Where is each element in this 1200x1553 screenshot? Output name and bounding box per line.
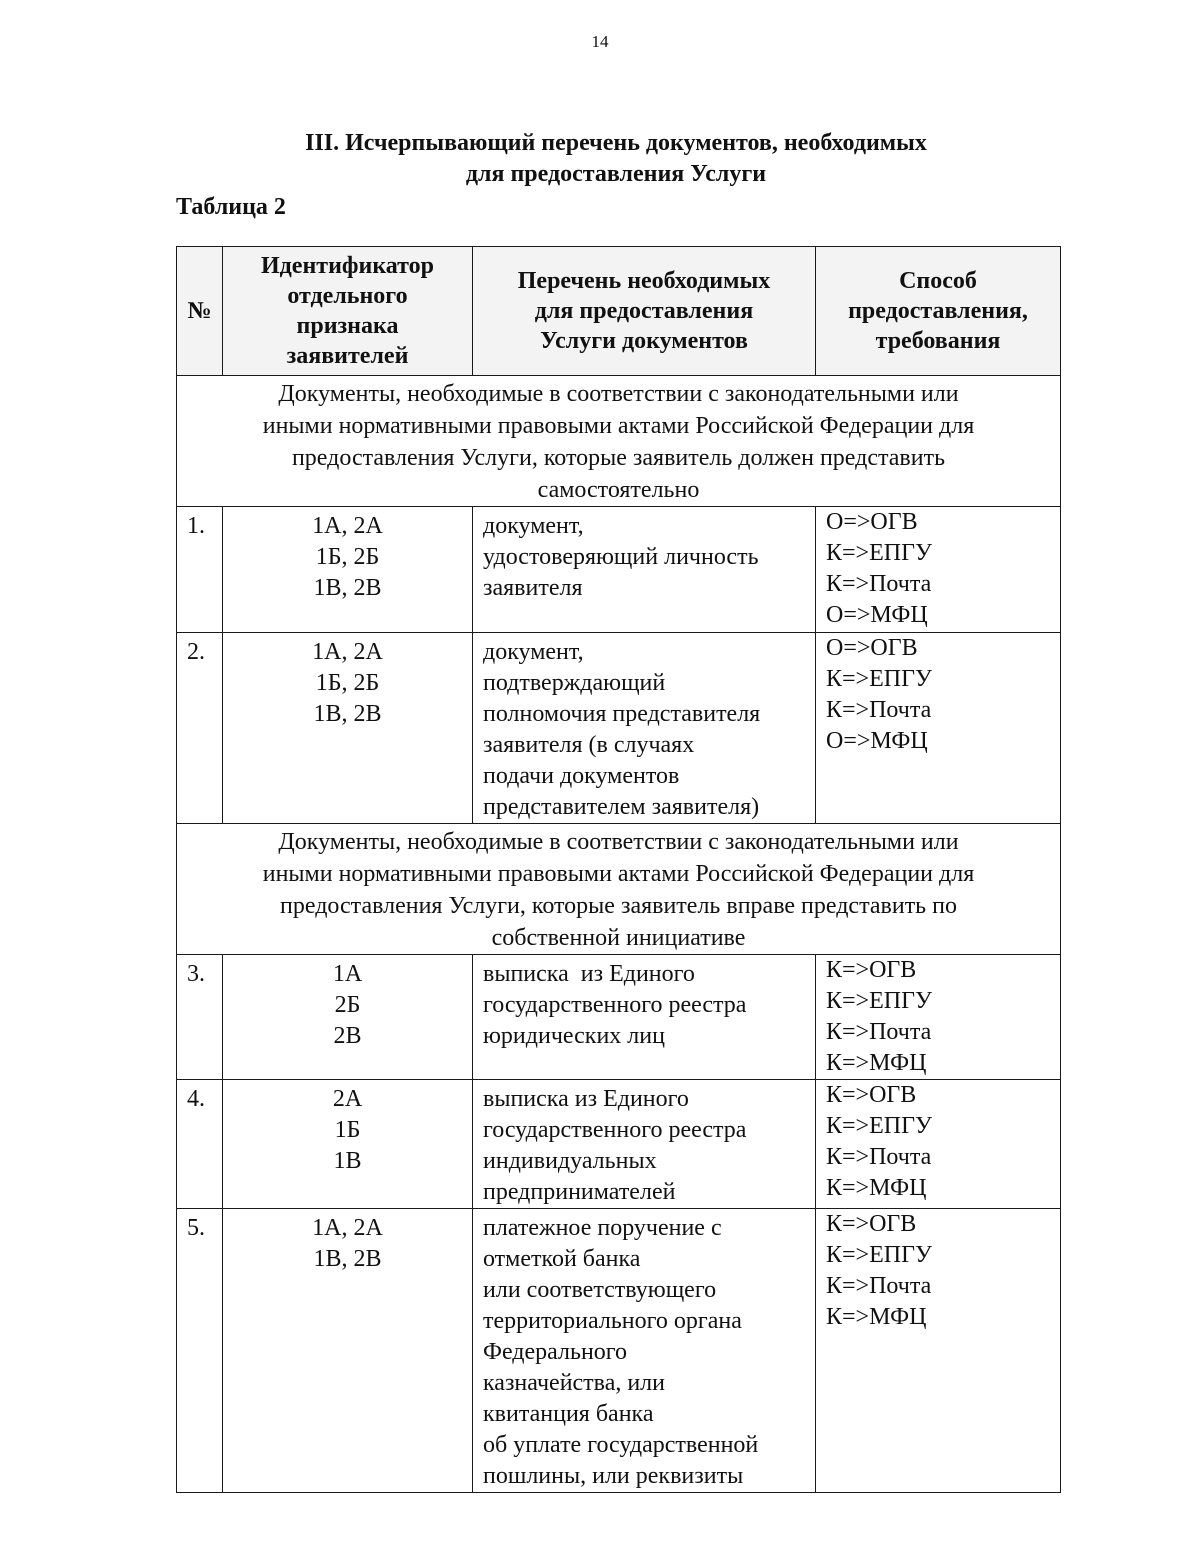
- page-number: 14: [591, 32, 609, 51]
- document-line: Федерального: [483, 1339, 628, 1365]
- document-line: индивидуальных: [483, 1148, 657, 1174]
- document-line: государственного реестра: [483, 992, 747, 1018]
- method-value: К=>Почта: [826, 1144, 932, 1170]
- header-line: отдельного: [287, 283, 408, 309]
- row-identifiers: [223, 1209, 473, 1493]
- header-line: Способ: [899, 268, 977, 294]
- row-methods: [816, 955, 1061, 1080]
- document-line: полномочия представителя: [483, 701, 761, 727]
- document-line: территориального органа: [483, 1308, 742, 1334]
- document-line: заявителя: [483, 575, 583, 601]
- documents-table: [176, 246, 1061, 1493]
- identifier-value: 1А, 2А: [312, 513, 383, 539]
- identifier-value: 1А, 2А: [312, 1215, 383, 1241]
- header-number: №: [177, 247, 223, 376]
- section-title-line: для предоставления Услуги: [465, 161, 767, 187]
- section-line: Документы, необходимые в соответствии с законодательными или: [278, 381, 959, 407]
- section-line: самостоятельно: [537, 477, 700, 503]
- identifier-value: 2А: [332, 1086, 363, 1112]
- section-line: иными нормативными правовыми актами Российской Федерации для: [262, 861, 975, 887]
- method-value: К=>ЕПГУ: [826, 540, 932, 566]
- row-methods: [816, 1080, 1061, 1209]
- header-line: требования: [875, 328, 1001, 354]
- document-line: документ,: [483, 639, 584, 665]
- document-line: пошлины, или реквизиты: [483, 1463, 744, 1489]
- document-line: квитанция банка: [483, 1401, 654, 1427]
- method-value: О=>ОГВ: [826, 635, 918, 661]
- row-documents: [473, 955, 816, 1080]
- document-line: представителем заявителя): [483, 794, 760, 820]
- table-row: [177, 507, 1061, 633]
- section-line: иными нормативными правовыми актами Российской Федерации для: [262, 413, 975, 439]
- identifier-value: 2В: [333, 1023, 362, 1049]
- method-value: К=>ЕПГУ: [826, 988, 932, 1014]
- section-row: [177, 824, 1061, 955]
- identifier-value: 1В, 2В: [313, 701, 382, 727]
- row-number: 2.: [177, 633, 223, 824]
- row-identifiers: [223, 633, 473, 824]
- table-header-row: [177, 247, 1061, 376]
- row-methods: [816, 1209, 1061, 1493]
- header-line: для предоставления: [534, 298, 754, 324]
- method-value: К=>Почта: [826, 1273, 932, 1299]
- method-value: К=>Почта: [826, 1019, 932, 1045]
- document-line: предпринимателей: [483, 1179, 676, 1205]
- section-line: Документы, необходимые в соответствии с законодательными или: [278, 829, 959, 855]
- document-line: казначейства, или: [483, 1370, 666, 1396]
- document-line: заявителя (в случаях: [483, 732, 695, 758]
- identifier-value: 1Б, 2Б: [315, 544, 380, 570]
- table-row: [177, 1080, 1061, 1209]
- section-heading-optional: [177, 824, 1061, 955]
- method-value: К=>МФЦ: [826, 1175, 927, 1201]
- document-line: платежное поручение с: [483, 1215, 722, 1241]
- document-line: выписка из Единого: [483, 961, 695, 987]
- method-value: К=>ОГВ: [826, 1082, 917, 1108]
- document-line: или соответствующего: [483, 1277, 717, 1303]
- method-value: К=>МФЦ: [826, 1050, 927, 1076]
- row-identifiers: [223, 507, 473, 633]
- header-documents: [473, 247, 816, 376]
- method-value: К=>ЕПГУ: [826, 1242, 932, 1268]
- method-value: К=>ОГВ: [826, 957, 917, 983]
- section-line: предоставления Услуги, которые заявитель должен представить: [291, 445, 946, 471]
- section-line: предоставления Услуги, которые заявитель вправе представить по: [280, 893, 957, 919]
- table-row: [177, 633, 1061, 824]
- identifier-value: 1А: [332, 961, 363, 987]
- document-line: государственного реестра: [483, 1117, 747, 1143]
- identifier-value: 2Б: [334, 992, 361, 1018]
- identifier-value: 1В, 2В: [313, 575, 382, 601]
- section-line: собственной инициативе: [491, 925, 746, 951]
- identifier-value: 1В, 2В: [313, 1246, 382, 1272]
- row-number: 4.: [177, 1080, 223, 1209]
- section-title-line: III. Исчерпывающий перечень документов, необходимых: [305, 130, 927, 156]
- row-documents: [473, 507, 816, 633]
- method-value: О=>МФЦ: [826, 728, 928, 754]
- document-line: документ,: [483, 513, 584, 539]
- table-row: [177, 955, 1061, 1080]
- document-line: удостоверяющий личность: [483, 544, 759, 570]
- document-line: юридических лиц: [483, 1023, 665, 1049]
- document-line: об уплате государственной: [483, 1432, 759, 1458]
- row-documents: [473, 1080, 816, 1209]
- header-method: [816, 247, 1061, 376]
- header-line: предоставления,: [848, 298, 1028, 324]
- row-number: 5.: [177, 1209, 223, 1493]
- document-line: выписка из Единого: [483, 1086, 689, 1112]
- document-line: подтверждающий: [483, 670, 666, 696]
- section-title: [0, 128, 1200, 190]
- row-documents: [473, 633, 816, 824]
- row-identifiers: [223, 1080, 473, 1209]
- row-documents: [473, 1209, 816, 1493]
- method-value: К=>ЕПГУ: [826, 666, 932, 692]
- method-value: О=>МФЦ: [826, 602, 928, 628]
- identifier-value: 1Б, 2Б: [315, 670, 380, 696]
- row-methods: [816, 633, 1061, 824]
- section-row: [177, 376, 1061, 507]
- row-number: 3.: [177, 955, 223, 1080]
- method-value: К=>ЕПГУ: [826, 1113, 932, 1139]
- method-value: К=>МФЦ: [826, 1304, 927, 1330]
- identifier-value: 1В: [333, 1148, 362, 1174]
- table-caption: Таблица 2: [176, 194, 286, 220]
- row-number: 1.: [177, 507, 223, 633]
- document-line: подачи документов: [483, 763, 680, 789]
- header-line: Перечень необходимых: [517, 268, 771, 294]
- header-line: Идентификатор: [260, 253, 434, 279]
- header-line: заявителей: [286, 343, 409, 369]
- method-value: К=>Почта: [826, 571, 932, 597]
- header-identifier: [223, 247, 473, 376]
- table-row: [177, 1209, 1061, 1493]
- method-value: К=>Почта: [826, 697, 932, 723]
- document-line: отметкой банка: [483, 1246, 641, 1272]
- method-value: К=>ОГВ: [826, 1211, 917, 1237]
- row-identifiers: [223, 955, 473, 1080]
- row-methods: [816, 507, 1061, 633]
- header-line: признака: [296, 313, 399, 339]
- section-heading-mandatory: [177, 376, 1061, 507]
- method-value: О=>ОГВ: [826, 509, 918, 535]
- identifier-value: 1А, 2А: [312, 639, 383, 665]
- header-line: Услуги документов: [540, 328, 748, 354]
- identifier-value: 1Б: [334, 1117, 361, 1143]
